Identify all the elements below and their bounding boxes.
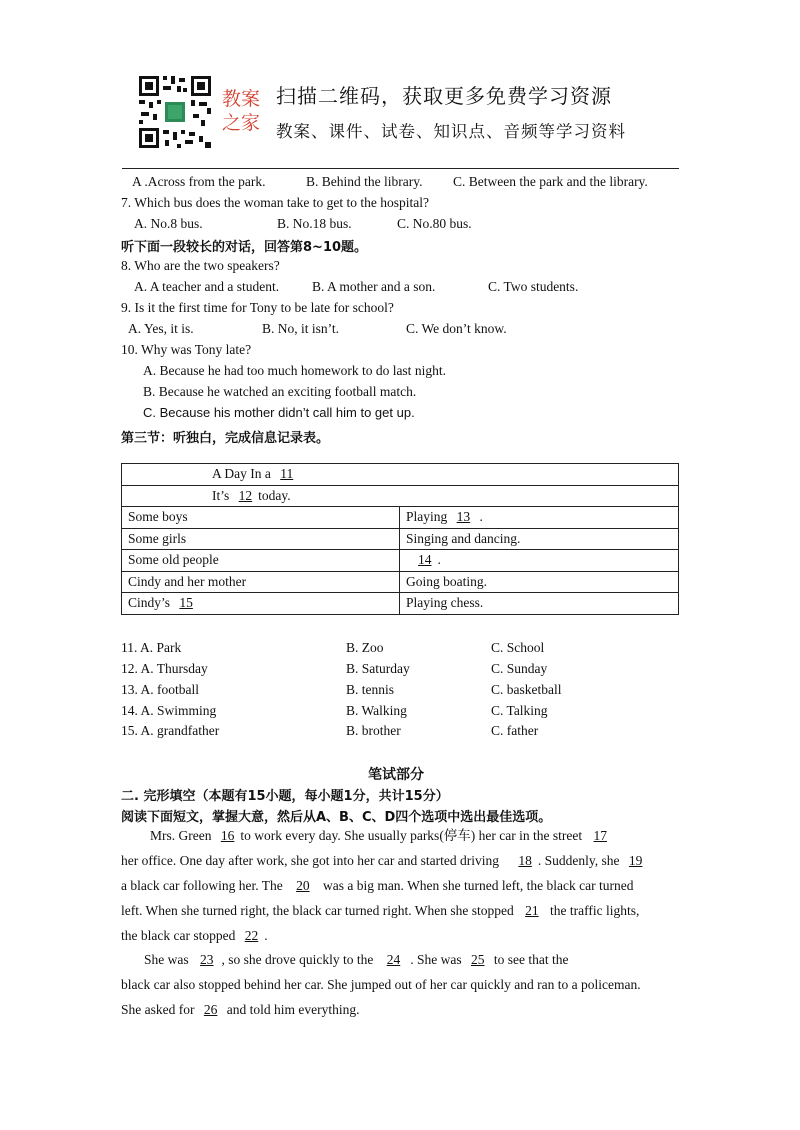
table-cell-who: Some boys [128,509,188,525]
opt-11-b: B. Zoo [346,640,384,655]
opt-13-a: 13. A. football [121,682,199,697]
q10-option-b: B. Because he watched an exciting football match. [143,384,417,399]
text: to see that the [490,952,569,967]
cloze-p1-line3 [121,877,633,895]
text: her office. One day after work, she got into her car and started driving [121,853,503,868]
cloze-p1-line4 [121,902,639,920]
blank-21: 21 [525,903,539,918]
header-tagline-1: 扫描二维码，获取更多免费学习资源 [276,84,612,108]
table-row [122,593,679,615]
blank-17: 17 [593,828,607,843]
table-cell-what-post: . [437,552,441,568]
qr-code-icon [137,74,213,150]
q8-stem: 8. Who are the two speakers? [121,258,280,273]
text: the traffic lights, [546,903,640,918]
text: She asked for [121,1002,198,1017]
opt-14-b: B. Walking [346,703,407,718]
text: to work every day. She usually parks(停车) her car in the street [240,828,586,843]
header-tagline-2: 教案、课件、试卷、知识点、音频等学习资料 [276,122,626,141]
opt-12-a: 12. A. Thursday [121,661,208,676]
q9-stem: 9. Is it the first time for Tony to be late for school? [121,300,394,315]
text: . She was [410,952,465,967]
brand-logo-line1: 教案 [222,88,261,110]
blank-25: 25 [470,952,485,967]
cloze-p1-line1 [150,827,627,845]
q7-option-b: B. No.18 bus. [277,216,352,231]
header-divider [122,168,679,169]
q10-stem: 10. Why was Tony late? [121,342,252,357]
cloze-p1-line5 [121,927,268,945]
cloze-p1-line2 [121,852,648,870]
q7-option-c: C. No.80 bus. [397,216,472,231]
table-cell-who: Some old people [128,552,219,568]
table-row [122,571,679,593]
table-cell-who: Cindy’s [128,595,174,611]
opt-15-b: B. brother [346,723,401,738]
q8-option-c: C. Two students. [488,279,579,294]
table-row [122,528,679,550]
blank-15: 15 [179,595,193,611]
opt-13-b: B. tennis [346,682,395,697]
opt-12-c: C. Sunday [491,661,548,676]
table-cell-who: Cindy and her mother [128,573,247,589]
text: a black car following her. The [121,878,287,893]
q6-option-a: A .Across from the park. [132,174,266,189]
written-heading: 笔试部分 [368,767,424,783]
opt-11-c: C. School [491,640,545,655]
text: . [264,928,268,943]
info-record-table [121,463,679,615]
q7-stem: 7. Which bus does the woman take to get to the hospital? [121,195,429,210]
q8-option-a: A. A teacher and a student. [134,279,280,294]
q9-option-c: C. We don’t know. [406,321,507,336]
opt-14-a: 14. A. Swimming [121,703,217,718]
opt-14-c: C. Talking [491,703,548,718]
q8-option-b: B. A mother and a son. [312,279,436,294]
brand-logo-line2: 之家 [222,112,261,134]
text: Mrs. Green [150,828,215,843]
blank-13: 13 [456,509,471,525]
text: left. When she turned right, the black car turned right. When she stopped [121,903,518,918]
blank-19: 19 [628,853,643,868]
table-subtitle-post: today. [258,487,291,503]
table-cell-who: Some girls [128,530,187,546]
opt-12-b: B. Saturday [346,661,410,676]
text: was a big man. When she turned left, the black car turned [319,878,634,893]
blank-11: 11 [280,466,294,482]
text: , so she drove quickly to the [221,952,377,967]
cloze-section-heading: 二. 完形填空（本题有15小题，每小题1分，共计15分） [121,789,449,804]
section3-heading: 第三节：听独白，完成信息记录表。 [121,431,330,446]
table-subtitle-row [122,485,679,507]
opt-11-a: 11. A. Park [121,640,182,655]
blank-12: 12 [238,487,253,503]
blank-20: 20 [296,878,310,893]
q6-option-b: B. Behind the library. [306,174,423,189]
cloze-p2-line1 [144,951,568,969]
table-cell-what: Playing [406,509,451,525]
blank-24: 24 [386,952,401,967]
q9-option-a: A. Yes, it is. [128,321,194,336]
blank-23: 23 [200,952,214,967]
q7-option-a: A. No.8 bus. [134,216,203,231]
cloze-p2-line2: black car also stopped behind her car. She jumped out of her car quickly and ran to a policeman. [121,977,641,992]
cloze-p2-line3 [121,1001,359,1019]
q10-option-a: A. Because he had too much homework to do last night. [143,363,446,378]
opt-15-c: C. father [491,723,539,738]
opt-15-a: 15. A. grandfather [121,723,220,738]
table-row [122,507,679,529]
q9-option-b: B. No, it isn’t. [262,321,340,336]
table-cell-what-post: . [476,509,483,525]
table-title-text: A Day In a [212,466,275,482]
table-subtitle-pre: It’s [212,487,233,503]
blank-16: 16 [220,828,235,843]
table-cell-what: Singing and dancing. [406,530,521,546]
table-cell-what: Playing chess. [406,595,484,611]
q6-option-c: C. Between the park and the library. [453,174,648,189]
blank-26: 26 [203,1002,218,1017]
blank-18: 18 [518,853,532,868]
table-title-row [122,464,679,486]
table-row [122,550,679,572]
text: the black car stopped [121,928,239,943]
opt-13-c: C. basketball [491,682,562,697]
blank-14: 14 [418,552,432,568]
text: . Suddenly, she [537,853,623,868]
text: She was [144,952,192,967]
q10-option-c: C. Because his mother didn’t call him to get up. [143,405,415,420]
cloze-instruction: 阅读下面短文，掌握大意，然后从A、B、C、D四个选项中选出最佳选项。 [121,810,552,825]
section-8-10-heading: 听下面一段较长的对话，回答第8~10题。 [121,240,368,255]
blank-22: 22 [244,928,259,943]
table-cell-what: Going boating. [406,573,487,589]
text: and told him everything. [223,1002,360,1017]
